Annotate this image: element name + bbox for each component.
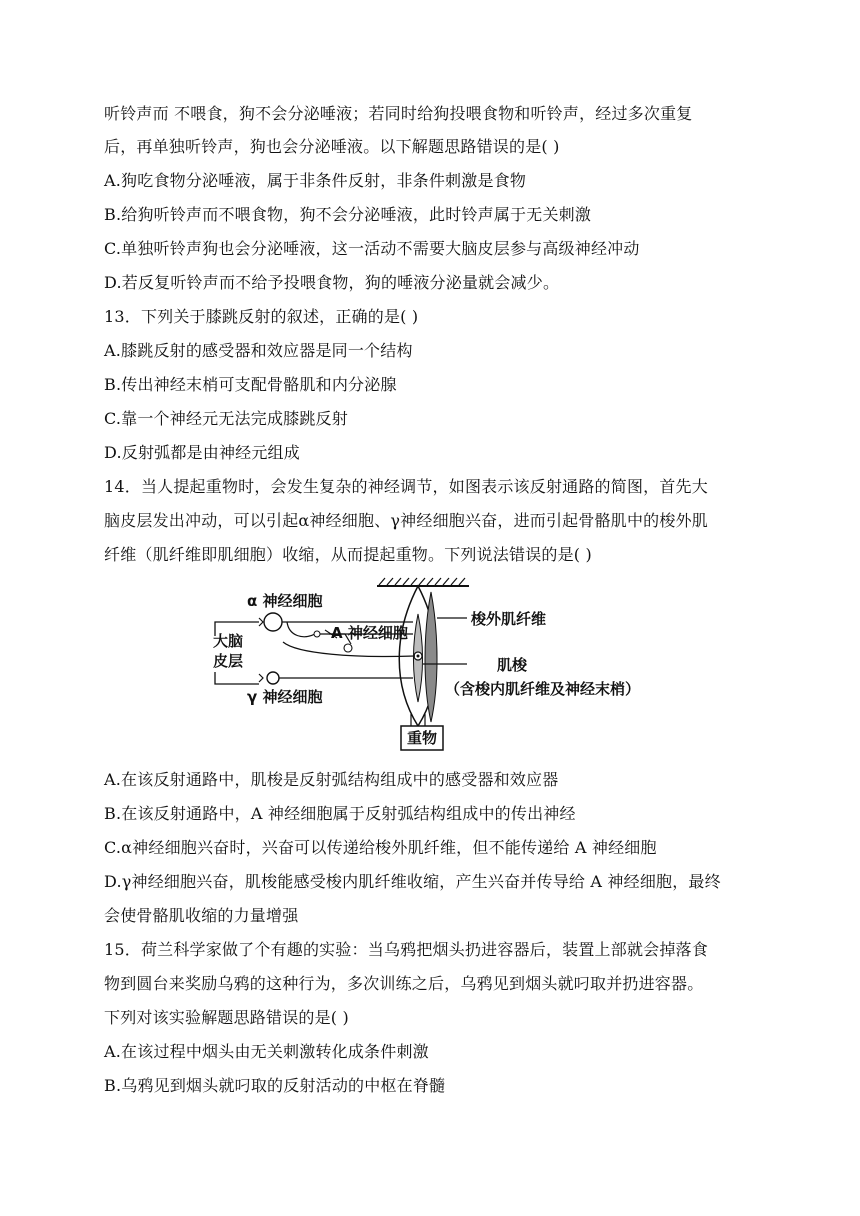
extrafusal-label: 梭外肌纤维: [471, 610, 547, 628]
q14-option-d: D.γ神经细胞兴奋，肌梭能感受梭内肌纤维收缩，产生兴奋并传导给 A 神经细胞，最终: [104, 872, 721, 891]
cortex-bracket-bottom: [215, 672, 259, 684]
cortex-label-1: 大脑: [213, 632, 244, 650]
spindle-label: 肌梭: [497, 656, 528, 674]
q13-option-a: A.膝跳反射的感受器和效应器是同一个结构: [104, 341, 413, 360]
q15-stem-line1: 15．荷兰科学家做了个有趣的实验：当乌鸦把烟头扔进容器后，装置上部就会掉落食: [104, 940, 708, 959]
reflex-pathway-diagram: [205, 574, 665, 756]
q12-option-a: A.狗吃食物分泌唾液，属于非条件反射，非条件刺激是食物: [104, 171, 527, 190]
q12-option-c: C.单独听铃声狗也会分泌唾液，这一活动不需要大脑皮层参与高级神经冲动: [104, 239, 640, 258]
gamma-neuron-label: γ 神经细胞: [247, 688, 323, 706]
q14-option-a: A.在该反射通路中，肌梭是反射弧结构组成中的感受器和效应器: [104, 770, 559, 789]
cortex-label-2: 皮层: [213, 652, 244, 670]
q14-option-d-cont: 会使骨骼肌收缩的力量增强: [104, 906, 299, 925]
q15-option-a: A.在该过程中烟头由无关刺激转化成条件刺激: [104, 1042, 429, 1061]
q13-option-d: D.反射弧都是由神经元组成: [104, 443, 300, 462]
q13-stem: 13．下列关于膝跳反射的叙述，正确的是( ): [104, 307, 419, 326]
q14-stem-line3: 纤维（肌纤维即肌细胞）收缩，从而提起重物。下列说法错误的是( ): [104, 545, 592, 564]
extrafusal-fiber: [425, 592, 437, 722]
q12-option-d: D.若反复听铃声而不给予投喂食物，狗的唾液分泌量就会减少。: [104, 273, 560, 292]
q14-option-c: C.α神经细胞兴奋时，兴奋可以传递给梭外肌纤维，但不能传递给 A 神经细胞: [104, 838, 657, 857]
gamma-neuron-body: [267, 672, 279, 684]
q12-stem-line2: 后，再单独听铃声，狗也会分泌唾液。以下解题思路错误的是( ): [104, 137, 560, 156]
a-neuron-label: A 神经细胞: [331, 624, 408, 642]
weight-label: 重物: [406, 729, 438, 747]
spindle-note-label: （含梭内肌纤维及神经末梢）: [445, 680, 641, 698]
q14-option-b: B.在该反射通路中，A 神经细胞属于反射弧结构组成中的传出神经: [104, 804, 576, 823]
alpha-neuron-label: α 神经细胞: [247, 592, 323, 610]
alpha-neuron-body: [264, 613, 282, 631]
q15-stem-line2: 物到圆台来奖励乌鸦的这种行为，多次训练之后，乌鸦见到烟头就叼取并扔进容器。: [104, 974, 704, 993]
q13-option-b: B.传出神经末梢可支配骨骼肌和内分泌腺: [104, 375, 397, 394]
q12-stem-line1: 听铃声而 不喂食，狗不会分泌唾液；若同时给狗投喂食物和听铃声，经过多次重复: [104, 104, 693, 123]
q12-option-b: B.给狗听铃声而不喂食物，狗不会分泌唾液，此时铃声属于无关刺激: [104, 205, 592, 224]
q13-option-c: C.靠一个神经元无法完成膝跳反射: [104, 409, 348, 428]
q14-stem-line2: 脑皮层发出冲动，可以引起α神经细胞、γ神经细胞兴奋，进而引起骨骼肌中的梭外肌: [104, 511, 708, 530]
q14-stem-line1: 14．当人提起重物时，会发生复杂的神经调节，如图表示该反射通路的简图，首先大: [104, 477, 708, 496]
ceiling-hatch: [379, 578, 465, 585]
a-neuron-body: [344, 644, 352, 652]
q15-stem-line3: 下列对该实验解题思路错误的是( ): [104, 1008, 349, 1027]
q15-option-b: B.乌鸦见到烟头就叼取的反射活动的中枢在脊髓: [104, 1076, 446, 1095]
